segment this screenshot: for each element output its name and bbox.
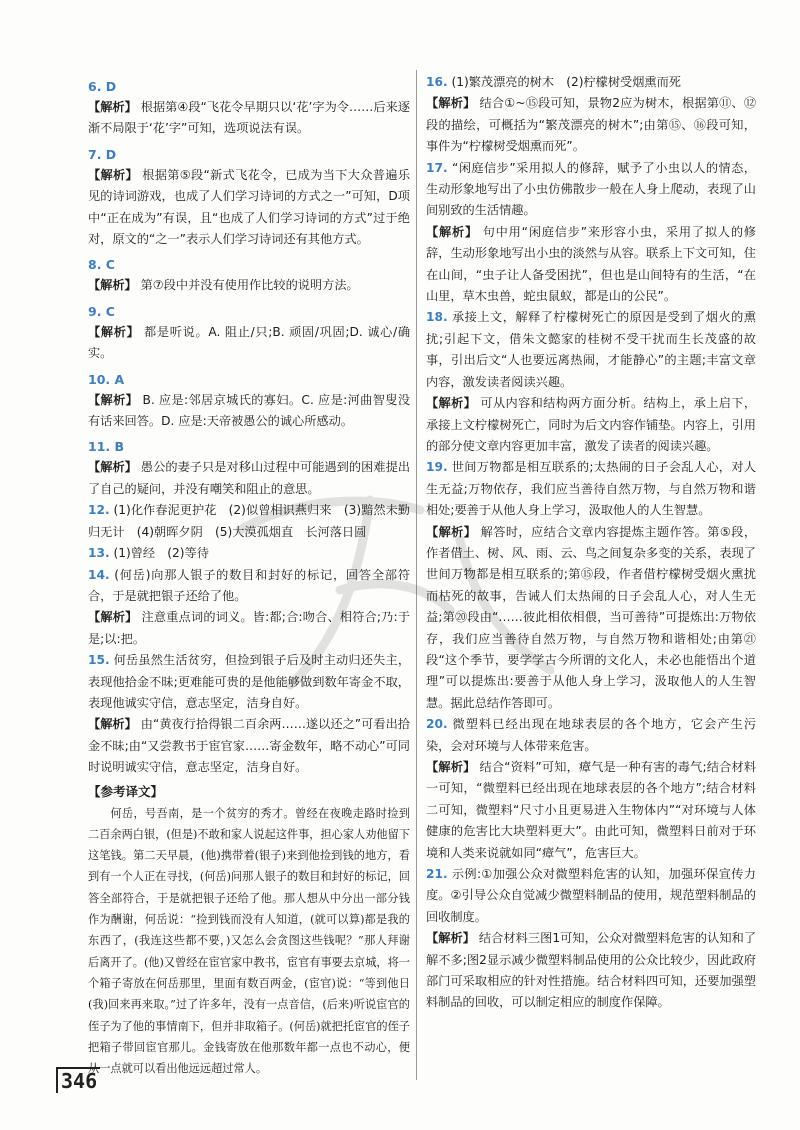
question-number: 19.: [426, 460, 448, 475]
answer-paragraph: [426, 864, 756, 928]
paragraph-text: 根据第⑤段“新式飞花令，已成为当下大众普遍乐见的诗词游戏，也成了人们学习诗词的方式之一”可知，D项中“正在成为”有误，且“也成了人们学习诗词的方式”过于绝对，原文的“之一”表示人们学习诗词还有其他方式。: [88, 167, 411, 247]
paragraph-text: (1)曾经 (2)等待: [113, 546, 209, 561]
paragraph-text: 愚公的妻子只是对移山过程中可能遇到的困难提出了自己的疑问，并没有嘲笑和阻止的意思。: [88, 460, 411, 496]
analysis-label: 【解析】: [88, 610, 138, 625]
paragraph-text: 根据第④段“飞花令早期只以‘花’字为令……后来逐渐不局限于‘花’字”可知，选项说法有误。: [88, 100, 410, 136]
left-column: [88, 72, 410, 1079]
analysis-label: 【解析】: [426, 931, 475, 946]
question-number: 13.: [88, 546, 110, 561]
question-number: 16.: [426, 75, 448, 89]
paragraph-text: 可从内容和结构两方面分析。结构上，承上启下，承接上文柠檬树死亡，同时为后文内容作铺垫。内容上，引用的部分使文章内容更加丰富，激发了读者的阅读兴趣。: [426, 396, 757, 453]
answer-key: 8. C: [88, 257, 115, 273]
paragraph-text: 第⑦段中并没有使用作比较的说明方法。: [140, 278, 359, 293]
answer-paragraph: [88, 565, 410, 608]
analysis-paragraph: [426, 222, 756, 308]
analysis-paragraph: [426, 93, 756, 157]
answer-paragraph: [88, 500, 410, 543]
answer-paragraph: [426, 158, 756, 222]
question-number: 12.: [88, 503, 110, 518]
paragraph-text: B. 应是:邻居京城氏的寡妇。C. 应是:河曲智叟没有话来回答。D. 应是:天帝被愚公的诚心所感动。: [88, 392, 411, 429]
paragraph-text: (何岳)向那人银子的数目和封好的标记，回答全部符合，于是就把银子还给了他。: [88, 567, 411, 603]
analysis-label: 【解析】: [88, 392, 139, 407]
answer-paragraph: [88, 650, 410, 714]
paragraph-text: 何岳虽然生活贫穷，但捡到银子后及时主动归还失主，表现他拾金不昧;更难能可贵的是他能够做到数年寄金不取，表现他诚实守信，意志坚定，洁身自好。: [88, 653, 411, 710]
paragraph-text: 结合①~⑮段可知，景物2应为树木，根据第⑪、⑫段的描绘，可概括为“繁茂漂亮的树木”;由第⑮、⑯段可知，事件为“柠檬树受烟熏而死”。: [426, 96, 757, 154]
question-number: 17.: [426, 160, 448, 175]
answer-key: 9. C: [88, 303, 115, 319]
analysis-label: 【解析】: [88, 100, 137, 114]
question-number: 15.: [88, 653, 110, 668]
paragraph-text: 承接上文，解释了柠檬树死亡的原因是受到了烟火的熏扰;引起下文，借朱文懿家的桂树不受干扰而生长茂盛的故事，引出后文“人也要远离热闹，才能静心”的主题;丰富文章内容，激发读者阅读兴趣。: [426, 310, 757, 389]
question-number: 14.: [88, 567, 110, 582]
question-number: 20.: [426, 717, 448, 732]
paragraph-text: (1)化作春泥更护花 (2)似曾相识燕归来 (3)黯然未勤归无计 (4)朝晖夕阴 (5)大漠孤烟直 长河落日圆: [88, 503, 410, 539]
question-number: 21.: [426, 867, 448, 882]
answer-key: 10. A: [88, 371, 125, 387]
paragraph-text: 解答时，应结合文章内容提炼主题作答。第⑤段，作者借土、树、风、雨、云、鸟之间复杂多变的关系，表现了世间万物都是相互联系的;第⑮段，作者借柠檬树受烟火熏扰而枯死的故事，告诫人们太热闹的日子会乱人心，对人生无益;第⑳段由“……彼此相依相偎，当可善待”可提炼出:万物依存，我们应当善待自然万物，与自然万物和谐相处;由第㉑段“这个季节，要学学古今所谓的文化人，未必也能悟出个道理”可以提炼出:要善于从他人身上学习，汲取他人的人生智慧。据此总结作答即可。: [426, 524, 757, 710]
analysis-paragraph: [426, 928, 756, 1014]
answer-paragraph: [426, 457, 756, 521]
analysis-paragraph: [88, 457, 410, 500]
answer-paragraph: [426, 72, 756, 93]
paragraph-text: “闲庭信步”采用拟人的修辞，赋予了小虫以人的情态，生动形象地写出了小虫仿佛散步一般在人身上爬动，表现了山间别致的生活情趣。: [426, 160, 756, 218]
analysis-paragraph: [88, 165, 410, 251]
analysis-paragraph: [88, 322, 410, 365]
paragraph-text: 微塑料已经出现在地球表层的各个地方，它会产生污染，会对环境与人体带来危害。: [426, 717, 757, 753]
paragraph-text: 注意重点词的词义。皆:都;合:吻合、相符合;乃:于是;以:把。: [88, 610, 411, 646]
question-number: 18.: [426, 310, 448, 325]
right-column: [426, 72, 756, 1014]
answer-key: 6. D: [88, 79, 117, 94]
paragraph-text: 世间万物都是相互联系的;太热闹的日子会乱人心，对人生无益;万物依存，我们应当善待自然万物，与自然万物和谐相处;要善于从他人身上学习，汲取他人的人生智慧。: [426, 460, 757, 518]
analysis-paragraph: [426, 393, 756, 457]
reference-translation-title: 【参考译文】: [88, 783, 164, 799]
answer-paragraph: [426, 714, 756, 757]
analysis-label: 【解析】: [88, 717, 137, 732]
analysis-label: 【解析】: [426, 396, 477, 411]
analysis-label: 【解析】: [88, 167, 139, 182]
column-divider: [416, 70, 417, 1080]
analysis-paragraph: [88, 714, 410, 778]
analysis-paragraph: [426, 757, 756, 864]
paragraph-text: 结合材料三图1可知，公众对微塑料危害的认知和了解不多;图2显示减少微塑料制品使用的公众比较少，因此政府部门可采取相应的针对性措施。结合材料四可知，还要加强塑料制品的回收，可以制定相应的制度作保障。: [426, 931, 757, 1010]
paragraph-text: 都是听说。A. 阻止/只;B. 顽固/巩固;D. 诚心/确实。: [88, 324, 411, 361]
analysis-label: 【解析】: [88, 324, 140, 339]
paragraph-text: 示例:①加强公众对微塑料危害的认知，加强环保宣传力度。②引导公众自觉减少微塑料制品的使用，规范塑料制品的回收制度。: [426, 867, 756, 924]
paragraph-text: (1)繁茂漂亮的树木 (2)柠檬树受烟熏而死: [451, 75, 681, 89]
analysis-paragraph: [88, 607, 410, 650]
analysis-label: 【解析】: [426, 96, 476, 111]
analysis-paragraph: [426, 522, 756, 715]
analysis-label: 【解析】: [426, 524, 477, 539]
paragraph-text: 结合“资料”可知，瘴气是一种有害的毒气;结合材料一可知，“微塑料已经出现在地球表层的各个地方”;结合材料二可知，微塑料“尺寸小且更易进入生物体内”“对环境与人体健康的危害比大块塑料更大”。由此可知，微塑料日前对于环境和人类来说就如同“瘴气”，危害巨大。: [426, 760, 757, 860]
answer-paragraph: [88, 543, 410, 564]
paragraph-text: 由“黄夜行拾得银二百余两……遂以还之”可看出拾金不昧;由“又尝教书于宦官家……寄金数年，略不动心”可同时说明诚实守信，意志坚定，洁身自好。: [88, 717, 410, 775]
analysis-label: 【解析】: [426, 224, 478, 239]
analysis-paragraph: [88, 390, 410, 433]
analysis-label: 【解析】: [426, 760, 476, 774]
analysis-paragraph: [88, 97, 410, 140]
analysis-paragraph: [88, 275, 410, 296]
page-number: 346: [56, 1067, 100, 1093]
answer-paragraph: [426, 307, 756, 393]
paragraph-text: 句中用“闲庭信步”来形容小虫，采用了拟人的修辞，生动形象地写出小虫的淡然与从容。联系上下文可知，住在山间，“虫子让人备受困扰”，但也是山间特有的生活，“在山里，草木虫兽，蛇虫鼠蚁，都是山的公民”。: [426, 224, 756, 304]
analysis-label: 【解析】: [88, 278, 137, 293]
answer-key: 7. D: [88, 146, 117, 162]
analysis-label: 【解析】: [88, 460, 137, 475]
reference-translation-text: 何岳，号吾南，是一个贫穷的秀才。曾经在夜晚走路时捡到二百余两白银，(但是)不敢和家人说起这件事，担心家人劝他留下这笔钱。第二天早晨，(他)携带着(银子)来到他捡到钱的地方，看到有一个人正在寻找，(何岳)问那人银子的数目和封好的标记，回答全部符合，于是就把银子还给了他。那人想从中分出一部分钱作为酬谢，何岳说：“捡到钱而没有人知道，(就可以算)都是我的东西了，(我连这些都不要，)又怎么会贪图这些钱呢？”那人拜谢后离开了。(他)又曾经在宦官家中教书，宦官有事要去京城，将一个箱子寄放在何岳那里，里面有数百两金，(宦官)说：“等到他日(我)回来再来取。”过了许多年，没有一点音信，(后来)听说宦官的侄子为了他的事情南下，但并非取箱子。(何岳)就把托宦官的侄子把箱子带回宦官那儿。金钱寄放在他那数年都一点也不动心，便从一点就可以看出他远远超过常人。: [88, 806, 410, 1076]
answer-key: 11. B: [88, 439, 125, 455]
